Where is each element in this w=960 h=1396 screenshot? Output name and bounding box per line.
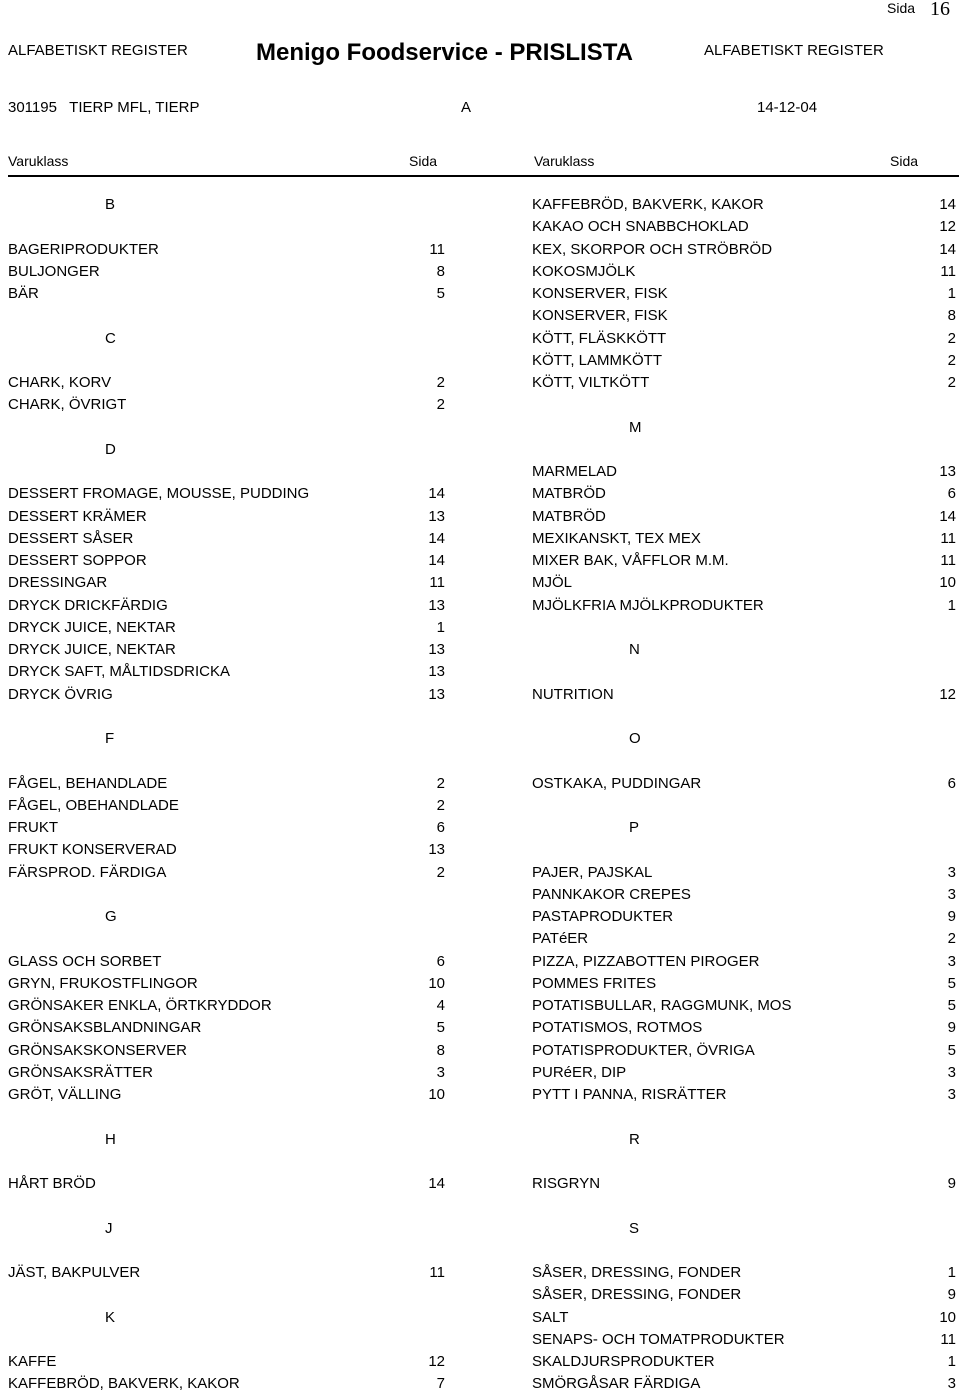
letter-heading: [8, 439, 445, 461]
product-class-name: GRÖNSAKSKONSERVER: [8, 1041, 187, 1059]
page-reference: 8: [436, 1041, 445, 1059]
page-reference: 14: [428, 552, 445, 569]
product-class-name: BAGERIPRODUKTER: [8, 240, 159, 258]
product-class-name: GLASS OCH SORBET: [8, 952, 162, 970]
index-row: [8, 528, 445, 550]
index-row: [532, 506, 956, 528]
index-row: [8, 862, 445, 884]
letter-heading-label: G: [105, 908, 117, 925]
page-reference: 14: [428, 1175, 445, 1192]
index-row: [8, 239, 445, 261]
page-reference: 11: [940, 262, 956, 280]
product-class-name: KOKOSMJÖLK: [532, 262, 636, 280]
product-class-name: PIZZA, PIZZABOTTEN PIROGER: [532, 952, 760, 970]
blank-row: [8, 1329, 445, 1351]
blank-row: [8, 1106, 445, 1128]
index-row: [8, 1084, 445, 1106]
blank-row: [532, 1240, 956, 1262]
blank-row: [8, 706, 445, 728]
product-class-name: DRYCK SAFT, MÅLTIDSDRICKA: [8, 663, 230, 681]
product-class-name: CHARK, ÖVRIGT: [8, 396, 127, 414]
page-reference: 9: [947, 1286, 956, 1304]
page-number: 16: [930, 0, 950, 20]
product-class-name: DESSERT SÅSER: [8, 529, 134, 547]
letter-heading: [532, 817, 956, 839]
index-row: [532, 884, 956, 906]
index-row: [532, 283, 956, 305]
index-row: [8, 773, 445, 795]
product-class-name: CHARK, KORV: [8, 374, 112, 391]
page-reference: 4: [436, 997, 445, 1014]
index-row: [532, 305, 956, 327]
product-class-name: FRUKT: [8, 819, 58, 836]
blank-row: [8, 1195, 445, 1217]
header-right-label: ALFABETISKT REGISTER: [704, 42, 884, 59]
page-reference: 1: [947, 285, 956, 302]
letter-heading: [532, 1129, 956, 1151]
product-class-name: DRYCK DRICKFÄRDIG: [8, 596, 168, 614]
index-column-left: [8, 194, 445, 1396]
index-row: [532, 1017, 956, 1039]
product-class-name: MIXER BAK, VÅFFLOR M.M.: [532, 552, 729, 569]
index-row: [8, 1040, 445, 1062]
page-reference: 13: [428, 596, 445, 614]
index-row: [8, 483, 445, 505]
column-header-page-right: Sida: [890, 153, 919, 169]
product-class-name: SÅSER, DRESSING, FONDER: [532, 1264, 742, 1281]
blank-row: [8, 1151, 445, 1173]
page-reference: 7: [436, 1375, 445, 1393]
product-class-name: KONSERVER, FISK: [532, 307, 668, 325]
page-reference: 8: [436, 262, 445, 280]
page-reference: 10: [428, 974, 445, 992]
index-row: [532, 595, 956, 617]
product-class-name: PANNKAKOR CREPES: [532, 885, 691, 903]
letter-heading-label: S: [629, 1219, 640, 1237]
product-class-name: PAJER, PAJSKAL: [532, 863, 653, 881]
letter-heading: [532, 1218, 956, 1240]
letter-heading-label: N: [629, 641, 640, 658]
page-reference: 1: [947, 1353, 956, 1370]
product-class-name: SALT: [532, 1308, 569, 1326]
index-row: [532, 194, 956, 216]
page-reference: 13: [428, 841, 445, 859]
product-class-name: DESSERT KRÄMER: [8, 507, 147, 525]
index-row: [532, 572, 956, 594]
page-reference: 8: [947, 307, 956, 325]
page-reference: 10: [939, 1308, 956, 1326]
page-reference: 11: [940, 529, 956, 547]
index-row: [532, 1351, 956, 1373]
page-reference: 3: [947, 1086, 956, 1103]
index-row: [8, 506, 445, 528]
page-reference: 9: [947, 908, 956, 925]
product-class-name: HÅRT BRÖD: [8, 1175, 96, 1192]
letter-heading: [8, 194, 445, 216]
letter-heading: [8, 328, 445, 350]
page-reference: 14: [939, 507, 956, 525]
page-reference: 13: [428, 507, 445, 525]
index-row: [532, 483, 956, 505]
letter-heading: [8, 1129, 445, 1151]
blank-row: [8, 1240, 445, 1262]
product-class-name: POTATISMOS, ROTMOS: [532, 1019, 703, 1037]
product-class-name: KAFFE: [8, 1353, 57, 1370]
page-reference: 13: [428, 663, 445, 681]
index-row: [8, 995, 445, 1017]
page-reference: 6: [436, 952, 445, 970]
letter-heading: [532, 639, 956, 661]
index-row: [532, 684, 956, 706]
blank-row: [8, 216, 445, 238]
index-row: [8, 617, 445, 639]
page-reference: 13: [428, 641, 445, 658]
product-class-name: BÄR: [8, 285, 39, 302]
letter-heading-label: D: [105, 440, 116, 458]
product-class-name: SMÖRGÅSAR FÄRDIGA: [532, 1375, 701, 1393]
blank-row: [532, 394, 956, 416]
index-row: [8, 839, 445, 861]
product-class-name: GRÖT, VÄLLING: [8, 1086, 122, 1103]
product-class-name: KAKAO OCH SNABBCHOKLAD: [532, 218, 749, 236]
page-reference: 11: [940, 1330, 956, 1348]
product-class-name: FÅGEL, BEHANDLADE: [8, 774, 168, 792]
column-header-class-left: Varuklass: [8, 153, 69, 169]
blank-row: [532, 795, 956, 817]
blank-row: [8, 750, 445, 772]
index-row: [8, 1017, 445, 1039]
product-class-name: KONSERVER, FISK: [532, 285, 668, 302]
blank-row: [532, 617, 956, 639]
blank-row: [532, 1195, 956, 1217]
product-class-name: MATBRÖD: [532, 485, 606, 503]
page-reference: 6: [947, 774, 956, 792]
page-reference: 13: [939, 463, 956, 480]
page-reference: 2: [947, 329, 956, 347]
page-reference: 2: [436, 774, 445, 792]
page-reference: 3: [436, 1063, 445, 1081]
index-row: [532, 1284, 956, 1306]
page-reference: 6: [947, 485, 956, 503]
page-reference: 3: [947, 1375, 956, 1393]
product-class-name: MARMELAD: [532, 463, 618, 480]
index-row: [532, 550, 956, 572]
page-reference: 5: [947, 1041, 956, 1059]
page-reference: 2: [947, 374, 956, 391]
index-row: [532, 528, 956, 550]
product-class-name: MATBRÖD: [532, 507, 606, 525]
index-row: [532, 1373, 956, 1395]
page-reference: 14: [939, 240, 956, 258]
document-title: Menigo Foodservice - PRISLISTA: [256, 39, 633, 66]
blank-row: [532, 1106, 956, 1128]
product-class-name: KÖTT, VILTKÖTT: [532, 374, 650, 391]
page-reference: 12: [428, 1353, 445, 1370]
index-row: [8, 1351, 445, 1373]
blank-row: [8, 1284, 445, 1306]
letter-heading-label: B: [105, 196, 116, 213]
page-reference: 10: [939, 574, 956, 592]
index-row: [8, 1262, 445, 1284]
page-reference: 2: [947, 930, 956, 948]
product-class-name: GRÖNSAKSBLANDNINGAR: [8, 1019, 202, 1037]
page-label: Sida: [887, 0, 916, 16]
product-class-name: MEXIKANSKT, TEX MEX: [532, 529, 701, 547]
blank-row: [532, 439, 956, 461]
blank-row: [8, 928, 445, 950]
index-row: [532, 928, 956, 950]
product-class-name: DRYCK JUICE, NEKTAR: [8, 618, 176, 636]
index-row: [8, 550, 445, 572]
page-reference: 2: [436, 863, 445, 881]
page-reference: 11: [429, 574, 445, 592]
blank-row: [532, 706, 956, 728]
page-reference: 5: [947, 974, 956, 992]
letter-heading: [8, 906, 445, 928]
index-row: [532, 261, 956, 283]
page-reference: 2: [436, 374, 445, 391]
page-reference: 1: [947, 596, 956, 614]
page-reference: 3: [947, 885, 956, 903]
letter-heading: [532, 417, 956, 439]
product-class-name: PASTAPRODUKTER: [532, 908, 674, 925]
product-class-name: SÅSER, DRESSING, FONDER: [532, 1286, 742, 1304]
blank-row: [532, 839, 956, 861]
index-row: [8, 639, 445, 661]
page-reference: 14: [428, 529, 445, 547]
page-reference: 11: [429, 240, 445, 258]
product-class-name: MJÖL: [532, 574, 573, 592]
index-row: [8, 283, 445, 305]
letter-heading: [8, 1307, 445, 1329]
letter-heading-label: R: [629, 1130, 640, 1148]
index-row: [532, 1329, 956, 1351]
blank-row: [8, 350, 445, 372]
page-reference: 2: [947, 351, 956, 369]
product-class-name: FRUKT KONSERVERAD: [8, 841, 177, 859]
product-class-name: KEX, SKORPOR OCH STRÖBRÖD: [532, 240, 773, 258]
product-class-name: RISGRYN: [532, 1175, 601, 1192]
product-class-name: GRÖNSAKSRÄTTER: [8, 1063, 154, 1081]
letter-heading-label: K: [105, 1308, 116, 1326]
index-row: [532, 350, 956, 372]
page-reference: 13: [428, 685, 445, 703]
product-class-name: OSTKAKA, PUDDINGAR: [532, 774, 702, 792]
index-row: [8, 684, 445, 706]
product-class-name: POTATISPRODUKTER, ÖVRIGA: [532, 1041, 755, 1059]
index-row: [532, 973, 956, 995]
product-class-name: KAFFEBRÖD, BAKVERK, KAKOR: [532, 196, 764, 213]
product-class-name: DESSERT SOPPOR: [8, 552, 147, 569]
page-reference: 5: [436, 1019, 445, 1037]
index-row: [532, 1062, 956, 1084]
index-row: [8, 817, 445, 839]
blank-row: [532, 1151, 956, 1173]
product-class-name: FÅGEL, OBEHANDLADE: [8, 796, 179, 814]
letter-heading: [8, 1218, 445, 1240]
letter-heading-label: J: [105, 1219, 113, 1237]
customer-info: 301195 TIERP MFL, TIERP: [8, 99, 200, 116]
letter-heading: [532, 728, 956, 750]
page-reference: 12: [939, 685, 956, 703]
page-reference: 14: [428, 485, 445, 503]
index-row: [532, 995, 956, 1017]
index-row: [532, 1084, 956, 1106]
product-class-name: MJÖLKFRIA MJÖLKPRODUKTER: [532, 596, 764, 614]
page-reference: 3: [947, 863, 956, 881]
index-row: [532, 372, 956, 394]
index-row: [532, 906, 956, 928]
product-class-name: GRÖNSAKER ENKLA, ÖRTKRYDDOR: [8, 997, 272, 1014]
index-row: [532, 1040, 956, 1062]
page-reference: 11: [940, 552, 956, 569]
index-row: [8, 261, 445, 283]
page-reference: 2: [436, 796, 445, 814]
index-row: [532, 328, 956, 350]
blank-row: [8, 884, 445, 906]
index-row: [8, 661, 445, 683]
index-row: [8, 394, 445, 416]
index-row: [8, 951, 445, 973]
product-class-name: PATéER: [532, 930, 589, 948]
index-column-right: [532, 194, 956, 1396]
header-left-label: ALFABETISKT REGISTER: [8, 42, 188, 59]
page-reference: 1: [947, 1264, 956, 1281]
list-date: 14-12-04: [757, 99, 818, 116]
product-class-name: JÄST, BAKPULVER: [8, 1264, 141, 1281]
product-class-name: FÄRSPROD. FÄRDIGA: [8, 863, 167, 881]
column-header-class-right: Varuklass: [534, 153, 595, 169]
index-row: [532, 1262, 956, 1284]
blank-row: [532, 661, 956, 683]
product-class-name: DRESSINGAR: [8, 574, 108, 592]
header-divider: [8, 175, 959, 177]
column-header-page-left: Sida: [409, 153, 438, 169]
product-class-name: DESSERT FROMAGE, MOUSSE, PUDDING: [8, 485, 310, 503]
blank-row: [8, 461, 445, 483]
product-class-name: BULJONGER: [8, 262, 100, 280]
index-row: [8, 1373, 445, 1395]
letter-heading-label: M: [629, 418, 642, 436]
page-reference: 12: [939, 218, 956, 236]
product-class-name: NUTRITION: [532, 685, 614, 703]
index-row: [532, 773, 956, 795]
index-row: [8, 595, 445, 617]
index-row: [8, 973, 445, 995]
index-row: [8, 1173, 445, 1195]
index-row: [532, 951, 956, 973]
product-class-name: DRYCK ÖVRIG: [8, 685, 113, 703]
product-class-name: KÖTT, LAMMKÖTT: [532, 351, 663, 369]
letter-heading-label: P: [629, 819, 640, 836]
index-row: [532, 862, 956, 884]
index-row: [8, 572, 445, 594]
product-class-name: GRYN, FRUKOSTFLINGOR: [8, 974, 198, 992]
product-class-name: DRYCK JUICE, NEKTAR: [8, 641, 176, 658]
page-reference: 14: [939, 196, 956, 213]
index-row: [532, 1307, 956, 1329]
letter-heading: [8, 728, 445, 750]
blank-row: [8, 417, 445, 439]
product-class-name: POMMES FRITES: [532, 974, 657, 992]
product-class-name: POTATISBULLAR, RAGGMUNK, MOS: [532, 997, 792, 1014]
letter-heading-label: C: [105, 329, 116, 347]
page-reference: 6: [436, 819, 445, 836]
page-reference: 2: [436, 396, 445, 414]
letter-heading-label: H: [105, 1130, 116, 1148]
index-row: [532, 1173, 956, 1195]
blank-row: [532, 750, 956, 772]
page-reference: 9: [947, 1175, 956, 1192]
index-row: [532, 216, 956, 238]
product-class-name: PURéER, DIP: [532, 1063, 627, 1081]
page-reference: 9: [947, 1019, 956, 1037]
product-class-name: KAFFEBRÖD, BAKVERK, KAKOR: [8, 1375, 240, 1393]
page-reference: 3: [947, 1063, 956, 1081]
index-row: [8, 372, 445, 394]
product-class-name: SKALDJURSPRODUKTER: [532, 1353, 715, 1370]
page-reference: 3: [947, 952, 956, 970]
section-letter: A: [461, 99, 472, 116]
page-reference: 5: [436, 285, 445, 302]
page-reference: 11: [429, 1264, 445, 1281]
page-reference: 1: [436, 618, 445, 636]
blank-row: [8, 305, 445, 327]
page-reference: 10: [428, 1086, 445, 1103]
letter-heading-label: O: [629, 730, 641, 747]
product-class-name: PYTT I PANNA, RISRÄTTER: [532, 1086, 727, 1103]
product-class-name: SENAPS- OCH TOMATPRODUKTER: [532, 1330, 785, 1348]
page-reference: 5: [947, 997, 956, 1014]
index-row: [8, 1062, 445, 1084]
index-row: [532, 239, 956, 261]
index-row: [8, 795, 445, 817]
index-row: [532, 461, 956, 483]
product-class-name: KÖTT, FLÄSKKÖTT: [532, 329, 667, 347]
letter-heading-label: F: [105, 730, 115, 747]
